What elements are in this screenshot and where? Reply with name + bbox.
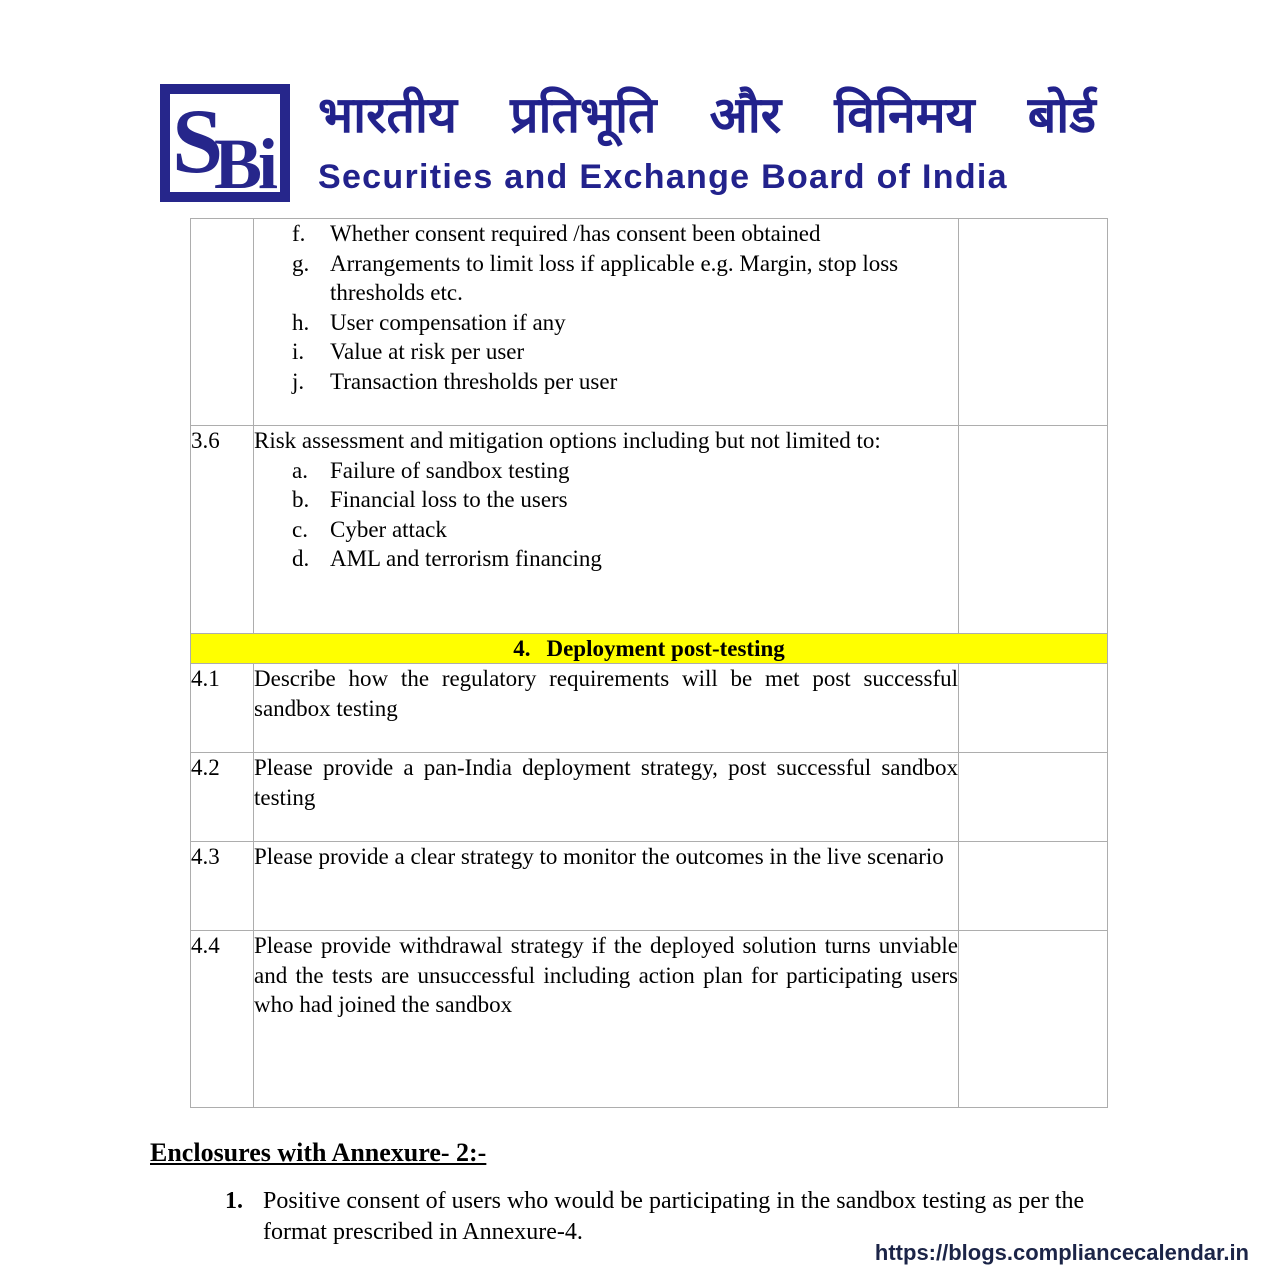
sebi-logo-icon bbox=[160, 84, 290, 202]
section-title: Deployment post-testing bbox=[546, 636, 785, 661]
table-row bbox=[191, 753, 1108, 842]
row-response-cell bbox=[959, 842, 1108, 931]
enclosures-heading: Enclosures with Annexure- 2:- bbox=[150, 1138, 487, 1167]
row-response-cell bbox=[959, 753, 1108, 842]
row-number-cell: 4.1 bbox=[191, 664, 254, 753]
list-marker: b. bbox=[292, 487, 310, 512]
list-item bbox=[292, 544, 958, 574]
row-description-cell: Please provide a pan-India deployment strategy, post successful sandbox testing bbox=[254, 753, 959, 842]
hindi-word: और bbox=[709, 86, 782, 144]
row-response-cell bbox=[959, 219, 1108, 426]
org-title-hindi bbox=[318, 80, 1096, 152]
list-item bbox=[292, 485, 958, 515]
hindi-word: बोर्ड bbox=[1027, 86, 1096, 144]
list-item-text: Transaction thresholds per user bbox=[330, 368, 618, 394]
list-marker: i. bbox=[292, 339, 305, 364]
list-item bbox=[292, 219, 958, 249]
row-number-cell: 4.4 bbox=[191, 931, 254, 1108]
table-row bbox=[191, 842, 1108, 931]
list-item-text: Value at risk per user bbox=[330, 339, 525, 364]
watermark-url: https://blogs.compliancecalendar.in bbox=[874, 1240, 1249, 1265]
hindi-word: प्रतिभूति bbox=[510, 86, 657, 144]
section-header-row bbox=[191, 634, 1108, 664]
sebi-masthead bbox=[0, 0, 1275, 218]
list-marker: d. bbox=[292, 546, 310, 571]
sebi-logo-graphic bbox=[160, 84, 290, 202]
row-number-cell bbox=[191, 219, 254, 426]
logo-letter-i: i bbox=[258, 124, 279, 202]
enclosure-list-item bbox=[225, 1186, 1130, 1248]
list-marker: a. bbox=[292, 457, 308, 483]
list-item bbox=[292, 249, 958, 308]
table-row bbox=[191, 426, 1108, 634]
enclosure-text: Positive consent of users who would be participating in the sandbox testing as per the format prescribed in Annexure-4. bbox=[263, 1188, 1085, 1245]
org-title-english: Securities and Exchange Board of India bbox=[318, 158, 1008, 196]
hindi-word: भारतीय bbox=[318, 86, 457, 144]
row-number-cell: 3.6 bbox=[191, 426, 254, 634]
list-marker: g. bbox=[292, 250, 310, 276]
row-description-cell: Please provide a clear strategy to monitor the outcomes in the live scenario bbox=[254, 842, 959, 931]
sub-item-list bbox=[292, 456, 958, 574]
table-row bbox=[191, 931, 1108, 1108]
row-number-cell: 4.3 bbox=[191, 842, 254, 931]
row-text: Risk assessment and mitigation options including but not limited to: bbox=[254, 428, 881, 453]
list-item bbox=[292, 308, 958, 338]
row-description-cell: Describe how the regulatory requirements will be met post successful sandbox testing bbox=[254, 664, 959, 753]
list-item bbox=[292, 456, 958, 486]
list-item bbox=[292, 367, 958, 397]
list-item-text: User compensation if any bbox=[330, 309, 566, 335]
table-row bbox=[191, 664, 1108, 753]
list-item bbox=[292, 515, 958, 545]
logo-letter-s: S bbox=[172, 90, 224, 192]
row-response-cell bbox=[959, 931, 1108, 1108]
list-item-text: Arrangements to limit loss if applicable e.g. Margin, stop loss thresholds etc. bbox=[330, 250, 899, 305]
list-marker: h. bbox=[292, 309, 310, 335]
row-response-cell bbox=[959, 426, 1108, 634]
sub-item-list bbox=[292, 219, 958, 396]
hindi-word: विनिमय bbox=[834, 86, 975, 144]
application-form-table bbox=[190, 218, 1108, 1108]
list-item-text: Financial loss to the users bbox=[330, 487, 568, 512]
section-header-cell bbox=[191, 634, 1108, 664]
list-item-text: Cyber attack bbox=[330, 516, 447, 542]
row-description-cell bbox=[254, 426, 959, 634]
list-item bbox=[292, 337, 958, 367]
section-number: 4. bbox=[513, 636, 531, 661]
table-row bbox=[191, 219, 1108, 426]
list-item-text: AML and terrorism financing bbox=[330, 546, 602, 571]
list-marker: j. bbox=[292, 368, 305, 394]
list-item-text: Whether consent required /has consent been obtained bbox=[330, 221, 821, 246]
row-number-cell: 4.2 bbox=[191, 753, 254, 842]
row-response-cell bbox=[959, 664, 1108, 753]
list-marker: f. bbox=[292, 221, 306, 246]
list-item-text: Failure of sandbox testing bbox=[330, 457, 570, 483]
list-marker: 1. bbox=[225, 1188, 243, 1214]
row-description-cell: Please provide withdrawal strategy if the deployed solution turns unviable and the tests are unsuccessful including action plan for participating users who had joined the sandbox bbox=[254, 931, 959, 1108]
logo-letter-b: B bbox=[214, 124, 263, 202]
list-marker: c. bbox=[292, 516, 308, 542]
row-description-cell bbox=[254, 219, 959, 426]
